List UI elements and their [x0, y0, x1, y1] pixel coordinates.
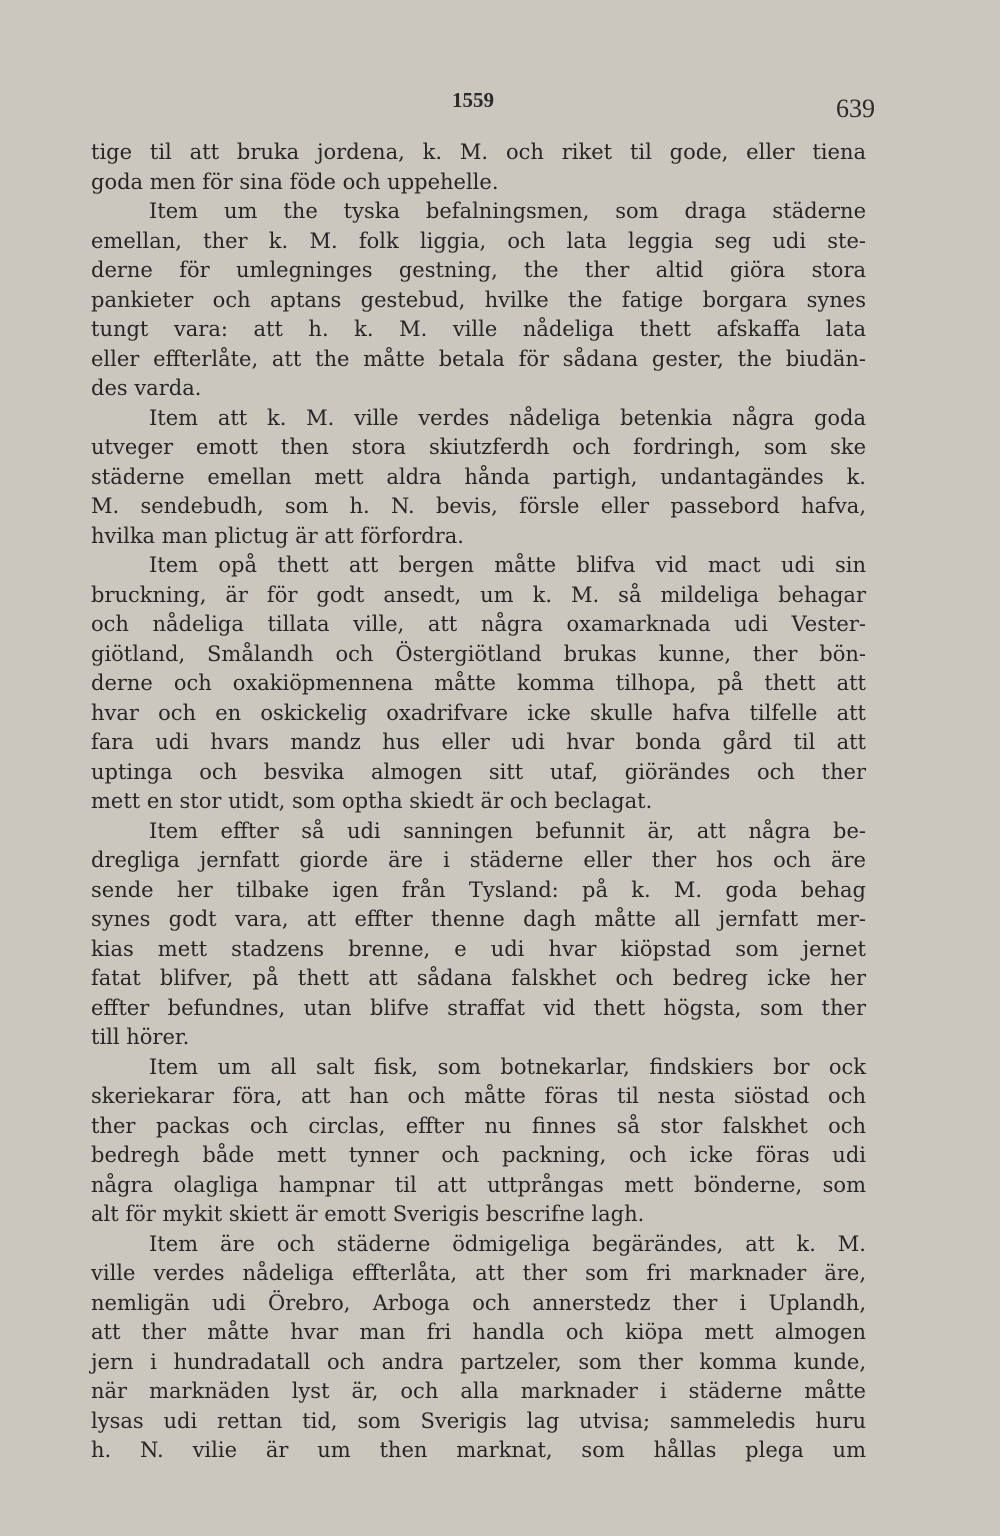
text-line: bruckning, är för godt ansedt, um k. M. så mildeliga behagar	[91, 582, 866, 607]
paragraph-start-line: Item um all salt fisk, som botnekarlar, findskiers bor ock	[149, 1054, 866, 1079]
text-line: hvilka man plictug är att förfordra.	[91, 523, 464, 548]
text-line: des varda.	[91, 376, 202, 400]
text-line: och nådeliga tillata ville, att några oxamarknada udi Vester-	[91, 612, 866, 636]
text-line: sende her tilbake igen från Tysland: på k. M. goda behag	[91, 877, 866, 902]
text-line: M. sendebudh, som h. N. bevis, försle eller passebord hafva,	[91, 494, 866, 518]
paragraph-start-line: Item um the tyska befalningsmen, som draga städerne	[149, 199, 866, 223]
page-header	[0, 84, 1000, 124]
text-line: mett en stor utidt, som optha skiedt är och beclagat.	[91, 789, 653, 813]
text-line: h. N. vilie är um then marknat, som hållas plega um	[91, 1438, 866, 1462]
text-line: till hörer.	[91, 1025, 190, 1049]
paragraph-start-line: Item äre och städerne ödmigeliga begärändes, att k. M.	[149, 1231, 866, 1256]
text-line: ther packas och circlas, effter nu finnes så stor falskhet och	[91, 1113, 866, 1138]
text-line: dregliga jernfatt giorde äre i städerne eller ther hos och äre	[91, 848, 866, 872]
text-line: ville verdes nådeliga effterlåta, att ther som fri marknader äre,	[91, 1261, 866, 1285]
text-line: tige til att bruka jordena, k. M. och riket til gode, eller tiena	[91, 140, 866, 164]
text-line: hvar och en oskickelig oxadrifvare icke skulle hafva tilfelle att	[91, 700, 866, 725]
text-line: några olagliga hampnar til att uttprångas mett bönderne, som	[91, 1172, 866, 1197]
text-line: pankieter och aptans gestebud, hvilke the fatige borgara synes	[91, 287, 866, 312]
text-line: derne och oxakiöpmennena måtte komma tilhopa, på thett att	[91, 671, 866, 695]
text-line: uptinga och besvika almogen sitt utaf, giörändes och ther	[91, 759, 866, 784]
text-line: effter befundnes, utan blifve straffat vid thett högsta, som ther	[91, 995, 866, 1020]
text-line: emellan, ther k. M. folk liggia, och lata leggia seg udi ste-	[91, 228, 866, 253]
text-line: goda men för sina föde och uppehelle.	[91, 169, 499, 194]
text-line: tungt vara: att h. k. M. ville nådeliga thett afskaffa lata	[91, 317, 866, 341]
body-text	[91, 138, 866, 1466]
paragraph-start-line: Item opå thett att bergen måtte blifva vid mact udi sin	[149, 553, 866, 577]
text-line: bedregh både mett tynner och packning, och icke föras udi	[91, 1143, 866, 1167]
text-line: när marknäden lyst är, och alla marknader i städerne måtte	[91, 1379, 866, 1403]
text-line: lysas udi rettan tid, som Sverigis lag utvisa; sammeledis huru	[91, 1408, 866, 1433]
text-line: alt för mykit skiett är emott Sverigis bescrifne lagh.	[91, 1202, 645, 1226]
text-line: synes godt vara, att effter thenne dagh måtte all jernfatt mer-	[91, 907, 866, 931]
text-line: att ther måtte hvar man fri handla och kiöpa mett almogen	[91, 1320, 866, 1344]
text-line: fara udi hvars mandz hus eller udi hvar bonda gård til att	[91, 730, 866, 754]
text-line: eller effterlåte, att the måtte betala för sådana gester, the biudän-	[91, 346, 866, 371]
text-line: giötland, Smålandh och Östergiötland brukas kunne, ther bön-	[91, 641, 866, 666]
text-line: nemligän udi Örebro, Arboga och annerstedz ther i Uplandh,	[91, 1290, 866, 1315]
paragraph-start-line: Item att k. M. ville verdes nådeliga betenkia några goda	[149, 405, 866, 430]
text-line: jern i hundradatall och andra partzeler, som ther komma kunde,	[91, 1349, 866, 1374]
text-line: fatat blifver, på thett att sådana falskhet och bedreg icke her	[91, 966, 866, 990]
page-number: 639	[836, 94, 875, 123]
year-heading: 1559	[452, 88, 494, 112]
paragraph-start-line: Item effter så udi sanningen befunnit är, att några be-	[149, 818, 866, 843]
text-line: utveger emott then stora skiutzferdh och fordringh, som ske	[91, 435, 866, 459]
text-line: kias mett stadzens brenne, e udi hvar kiöpstad som jernet	[91, 936, 866, 961]
text-line: städerne emellan mett aldra hånda partigh, undantagändes k.	[91, 464, 866, 489]
text-line: skeriekarar föra, att han och måtte föras til nesta siöstad och	[91, 1084, 866, 1108]
text-line: derne för umlegninges gestning, the ther altid giöra stora	[91, 258, 866, 282]
